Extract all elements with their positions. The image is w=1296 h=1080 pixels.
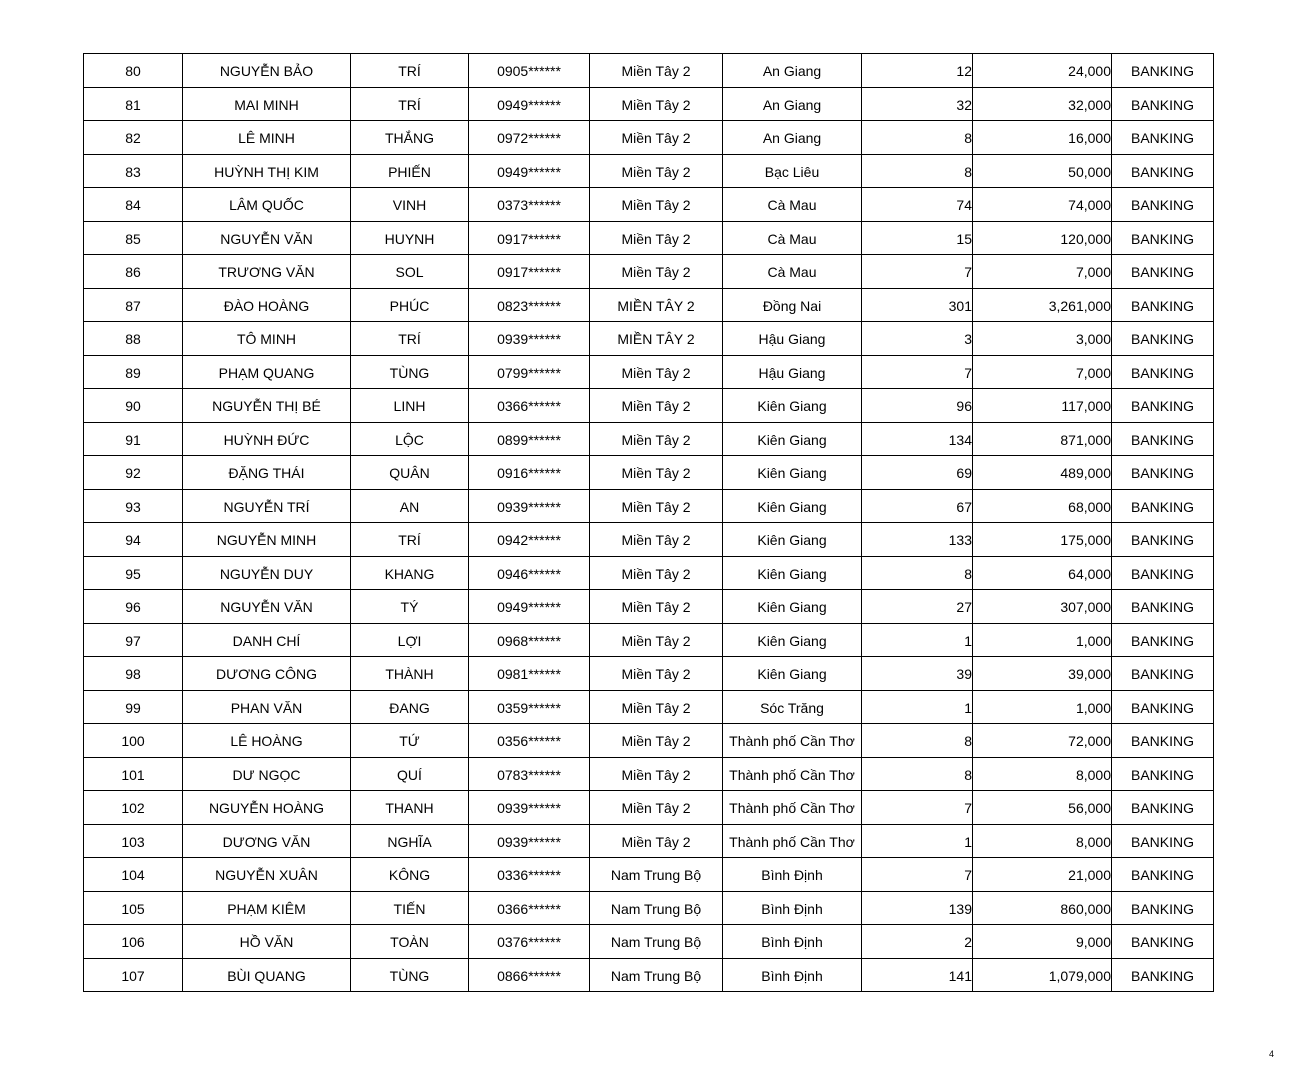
cell-amount: 117,000	[973, 389, 1112, 423]
cell-province: Kiên Giang	[723, 422, 862, 456]
cell-stt: 91	[84, 422, 183, 456]
winners-table	[83, 53, 1214, 992]
cell-given-name: VINH	[351, 188, 469, 222]
cell-amount: 7,000	[973, 255, 1112, 289]
cell-surname: DƯƠNG CÔNG	[183, 657, 351, 691]
cell-phone: 0336******	[469, 858, 590, 892]
cell-surname: HUỲNH THỊ KIM	[183, 154, 351, 188]
cell-stt: 90	[84, 389, 183, 423]
cell-given-name: HUYNH	[351, 221, 469, 255]
cell-province: Thành phố Cần Thơ	[723, 724, 862, 758]
cell-province: Kiên Giang	[723, 389, 862, 423]
cell-region: Miền Tây 2	[590, 188, 723, 222]
cell-payment-method: BANKING	[1112, 389, 1214, 423]
table-row	[84, 724, 1214, 758]
cell-quantity: 15	[862, 221, 973, 255]
cell-surname: NGUYỄN TRÍ	[183, 489, 351, 523]
cell-stt: 84	[84, 188, 183, 222]
cell-payment-method: BANKING	[1112, 54, 1214, 88]
cell-given-name: NGHĨA	[351, 824, 469, 858]
cell-given-name: TÝ	[351, 590, 469, 624]
cell-region: Miền Tây 2	[590, 456, 723, 490]
cell-stt: 94	[84, 523, 183, 557]
table-row	[84, 690, 1214, 724]
cell-given-name: TRÍ	[351, 322, 469, 356]
cell-amount: 24,000	[973, 54, 1112, 88]
cell-amount: 64,000	[973, 556, 1112, 590]
cell-amount: 3,261,000	[973, 288, 1112, 322]
cell-phone: 0939******	[469, 489, 590, 523]
cell-phone: 0939******	[469, 322, 590, 356]
cell-phone: 0949******	[469, 590, 590, 624]
cell-quantity: 8	[862, 556, 973, 590]
table-row	[84, 288, 1214, 322]
cell-stt: 92	[84, 456, 183, 490]
cell-surname: PHAN VĂN	[183, 690, 351, 724]
cell-province: An Giang	[723, 121, 862, 155]
cell-province: Bạc Liêu	[723, 154, 862, 188]
cell-payment-method: BANKING	[1112, 891, 1214, 925]
cell-stt: 82	[84, 121, 183, 155]
cell-surname: DƯƠNG VĂN	[183, 824, 351, 858]
cell-given-name: TRÍ	[351, 523, 469, 557]
cell-phone: 0823******	[469, 288, 590, 322]
cell-surname: ĐẶNG THÁI	[183, 456, 351, 490]
cell-phone: 0917******	[469, 221, 590, 255]
cell-payment-method: BANKING	[1112, 456, 1214, 490]
cell-region: Miền Tây 2	[590, 255, 723, 289]
cell-region: MIỀN TÂY 2	[590, 322, 723, 356]
cell-amount: 74,000	[973, 188, 1112, 222]
cell-amount: 21,000	[973, 858, 1112, 892]
cell-quantity: 133	[862, 523, 973, 557]
cell-amount: 307,000	[973, 590, 1112, 624]
cell-amount: 56,000	[973, 791, 1112, 825]
table-row	[84, 121, 1214, 155]
cell-given-name: THẮNG	[351, 121, 469, 155]
cell-region: Miền Tây 2	[590, 690, 723, 724]
table-row	[84, 456, 1214, 490]
cell-region: Miền Tây 2	[590, 422, 723, 456]
cell-province: Bình Định	[723, 891, 862, 925]
cell-province: Hậu Giang	[723, 355, 862, 389]
cell-province: Bình Định	[723, 858, 862, 892]
cell-province: Đồng Nai	[723, 288, 862, 322]
table-row	[84, 154, 1214, 188]
cell-surname: TÔ MINH	[183, 322, 351, 356]
cell-region: Miền Tây 2	[590, 757, 723, 791]
cell-province: An Giang	[723, 87, 862, 121]
cell-province: Kiên Giang	[723, 623, 862, 657]
cell-payment-method: BANKING	[1112, 757, 1214, 791]
cell-given-name: PHIẾN	[351, 154, 469, 188]
cell-given-name: THÀNH	[351, 657, 469, 691]
cell-province: Thành phố Cần Thơ	[723, 824, 862, 858]
cell-quantity: 74	[862, 188, 973, 222]
cell-payment-method: BANKING	[1112, 221, 1214, 255]
table-row	[84, 87, 1214, 121]
cell-phone: 0376******	[469, 925, 590, 959]
cell-phone: 0949******	[469, 154, 590, 188]
cell-amount: 871,000	[973, 422, 1112, 456]
cell-region: Miền Tây 2	[590, 623, 723, 657]
cell-amount: 50,000	[973, 154, 1112, 188]
cell-surname: NGUYỄN BẢO	[183, 54, 351, 88]
cell-phone: 0946******	[469, 556, 590, 590]
cell-province: Cà Mau	[723, 221, 862, 255]
cell-payment-method: BANKING	[1112, 255, 1214, 289]
cell-phone: 0373******	[469, 188, 590, 222]
cell-quantity: 96	[862, 389, 973, 423]
cell-phone: 0916******	[469, 456, 590, 490]
cell-phone: 0981******	[469, 657, 590, 691]
cell-payment-method: BANKING	[1112, 154, 1214, 188]
cell-surname: LÂM QUỐC	[183, 188, 351, 222]
cell-surname: TRƯƠNG VĂN	[183, 255, 351, 289]
cell-province: Cà Mau	[723, 255, 862, 289]
cell-amount: 860,000	[973, 891, 1112, 925]
cell-phone: 0866******	[469, 958, 590, 992]
cell-amount: 16,000	[973, 121, 1112, 155]
cell-province: Kiên Giang	[723, 456, 862, 490]
cell-payment-method: BANKING	[1112, 355, 1214, 389]
table-row	[84, 255, 1214, 289]
table-row	[84, 657, 1214, 691]
cell-region: Miền Tây 2	[590, 657, 723, 691]
cell-phone: 0359******	[469, 690, 590, 724]
cell-surname: DƯ NGỌC	[183, 757, 351, 791]
table-row	[84, 590, 1214, 624]
cell-region: Miền Tây 2	[590, 824, 723, 858]
cell-payment-method: BANKING	[1112, 925, 1214, 959]
cell-province: Kiên Giang	[723, 590, 862, 624]
cell-stt: 95	[84, 556, 183, 590]
cell-payment-method: BANKING	[1112, 422, 1214, 456]
table-row	[84, 891, 1214, 925]
cell-stt: 103	[84, 824, 183, 858]
cell-amount: 7,000	[973, 355, 1112, 389]
cell-payment-method: BANKING	[1112, 87, 1214, 121]
cell-quantity: 27	[862, 590, 973, 624]
cell-quantity: 7	[862, 791, 973, 825]
cell-phone: 0366******	[469, 389, 590, 423]
cell-surname: PHẠM QUANG	[183, 355, 351, 389]
cell-quantity: 7	[862, 858, 973, 892]
cell-region: Miền Tây 2	[590, 355, 723, 389]
cell-given-name: LỘC	[351, 422, 469, 456]
cell-region: Miền Tây 2	[590, 791, 723, 825]
table-row	[84, 355, 1214, 389]
cell-phone: 0917******	[469, 255, 590, 289]
cell-stt: 98	[84, 657, 183, 691]
cell-payment-method: BANKING	[1112, 523, 1214, 557]
table-row	[84, 188, 1214, 222]
cell-region: Miền Tây 2	[590, 54, 723, 88]
cell-province: Kiên Giang	[723, 523, 862, 557]
cell-region: Miền Tây 2	[590, 87, 723, 121]
cell-amount: 120,000	[973, 221, 1112, 255]
cell-amount: 1,000	[973, 623, 1112, 657]
table-row	[84, 858, 1214, 892]
cell-phone: 0972******	[469, 121, 590, 155]
cell-quantity: 3	[862, 322, 973, 356]
cell-given-name: TỨ	[351, 724, 469, 758]
table-row	[84, 623, 1214, 657]
cell-province: Thành phố Cần Thơ	[723, 757, 862, 791]
cell-phone: 0783******	[469, 757, 590, 791]
cell-region: Nam Trung Bộ	[590, 925, 723, 959]
cell-province: Sóc Trăng	[723, 690, 862, 724]
cell-province: Kiên Giang	[723, 657, 862, 691]
cell-given-name: KÔNG	[351, 858, 469, 892]
cell-given-name: KHANG	[351, 556, 469, 590]
cell-amount: 72,000	[973, 724, 1112, 758]
cell-stt: 107	[84, 958, 183, 992]
cell-given-name: TRÍ	[351, 87, 469, 121]
cell-given-name: TIẾN	[351, 891, 469, 925]
cell-payment-method: BANKING	[1112, 556, 1214, 590]
cell-phone: 0799******	[469, 355, 590, 389]
cell-surname: NGUYỄN VĂN	[183, 590, 351, 624]
table-row	[84, 422, 1214, 456]
table-row	[84, 389, 1214, 423]
cell-stt: 80	[84, 54, 183, 88]
cell-quantity: 32	[862, 87, 973, 121]
cell-given-name: QUÍ	[351, 757, 469, 791]
cell-payment-method: BANKING	[1112, 657, 1214, 691]
cell-quantity: 8	[862, 724, 973, 758]
table-row	[84, 791, 1214, 825]
cell-amount: 8,000	[973, 824, 1112, 858]
cell-payment-method: BANKING	[1112, 858, 1214, 892]
cell-province: Cà Mau	[723, 188, 862, 222]
cell-quantity: 141	[862, 958, 973, 992]
cell-stt: 104	[84, 858, 183, 892]
cell-quantity: 1	[862, 824, 973, 858]
cell-given-name: AN	[351, 489, 469, 523]
cell-region: Miền Tây 2	[590, 590, 723, 624]
cell-stt: 105	[84, 891, 183, 925]
cell-given-name: QUÂN	[351, 456, 469, 490]
cell-province: An Giang	[723, 54, 862, 88]
cell-payment-method: BANKING	[1112, 623, 1214, 657]
cell-stt: 87	[84, 288, 183, 322]
table-row	[84, 322, 1214, 356]
cell-amount: 3,000	[973, 322, 1112, 356]
cell-surname: HUỲNH ĐỨC	[183, 422, 351, 456]
cell-stt: 96	[84, 590, 183, 624]
cell-payment-method: BANKING	[1112, 288, 1214, 322]
cell-stt: 88	[84, 322, 183, 356]
cell-stt: 99	[84, 690, 183, 724]
cell-quantity: 7	[862, 255, 973, 289]
cell-stt: 106	[84, 925, 183, 959]
cell-payment-method: BANKING	[1112, 188, 1214, 222]
cell-province: Thành phố Cần Thơ	[723, 791, 862, 825]
cell-given-name: LỢI	[351, 623, 469, 657]
cell-quantity: 8	[862, 757, 973, 791]
cell-region: Nam Trung Bộ	[590, 958, 723, 992]
cell-phone: 0366******	[469, 891, 590, 925]
table-row	[84, 54, 1214, 88]
table-row	[84, 925, 1214, 959]
cell-payment-method: BANKING	[1112, 322, 1214, 356]
cell-surname: NGUYỄN XUÂN	[183, 858, 351, 892]
cell-payment-method: BANKING	[1112, 690, 1214, 724]
cell-given-name: PHÚC	[351, 288, 469, 322]
cell-given-name: TÙNG	[351, 355, 469, 389]
cell-stt: 81	[84, 87, 183, 121]
table-row	[84, 489, 1214, 523]
cell-surname: MAI MINH	[183, 87, 351, 121]
table-row	[84, 757, 1214, 791]
cell-payment-method: BANKING	[1112, 121, 1214, 155]
cell-stt: 97	[84, 623, 183, 657]
cell-given-name: ĐANG	[351, 690, 469, 724]
cell-phone: 0939******	[469, 791, 590, 825]
cell-surname: ĐÀO HOÀNG	[183, 288, 351, 322]
cell-surname: HỒ VĂN	[183, 925, 351, 959]
cell-given-name: TRÍ	[351, 54, 469, 88]
cell-phone: 0356******	[469, 724, 590, 758]
cell-stt: 101	[84, 757, 183, 791]
cell-given-name: TÙNG	[351, 958, 469, 992]
cell-amount: 1,079,000	[973, 958, 1112, 992]
cell-province: Hậu Giang	[723, 322, 862, 356]
cell-given-name: LINH	[351, 389, 469, 423]
cell-phone: 0942******	[469, 523, 590, 557]
cell-payment-method: BANKING	[1112, 724, 1214, 758]
cell-region: Miền Tây 2	[590, 556, 723, 590]
cell-region: Miền Tây 2	[590, 154, 723, 188]
cell-given-name: SOL	[351, 255, 469, 289]
page-number: 4	[1268, 1049, 1274, 1059]
cell-quantity: 69	[862, 456, 973, 490]
cell-surname: LÊ HOÀNG	[183, 724, 351, 758]
table-row	[84, 824, 1214, 858]
cell-payment-method: BANKING	[1112, 791, 1214, 825]
cell-amount: 8,000	[973, 757, 1112, 791]
cell-amount: 9,000	[973, 925, 1112, 959]
cell-province: Bình Định	[723, 958, 862, 992]
cell-amount: 1,000	[973, 690, 1112, 724]
cell-phone: 0939******	[469, 824, 590, 858]
cell-quantity: 2	[862, 925, 973, 959]
cell-region: Nam Trung Bộ	[590, 891, 723, 925]
cell-surname: LÊ MINH	[183, 121, 351, 155]
cell-quantity: 12	[862, 54, 973, 88]
cell-stt: 83	[84, 154, 183, 188]
cell-quantity: 139	[862, 891, 973, 925]
cell-surname: NGUYỄN THỊ BÉ	[183, 389, 351, 423]
cell-phone: 0949******	[469, 87, 590, 121]
cell-quantity: 134	[862, 422, 973, 456]
cell-stt: 102	[84, 791, 183, 825]
cell-province: Kiên Giang	[723, 556, 862, 590]
cell-surname: NGUYỄN DUY	[183, 556, 351, 590]
cell-surname: NGUYỄN VĂN	[183, 221, 351, 255]
cell-quantity: 301	[862, 288, 973, 322]
cell-surname: DANH CHÍ	[183, 623, 351, 657]
cell-stt: 85	[84, 221, 183, 255]
cell-province: Kiên Giang	[723, 489, 862, 523]
cell-surname: BÙI QUANG	[183, 958, 351, 992]
cell-stt: 93	[84, 489, 183, 523]
cell-payment-method: BANKING	[1112, 590, 1214, 624]
cell-payment-method: BANKING	[1112, 489, 1214, 523]
cell-quantity: 8	[862, 121, 973, 155]
cell-region: Miền Tây 2	[590, 221, 723, 255]
cell-amount: 32,000	[973, 87, 1112, 121]
cell-stt: 86	[84, 255, 183, 289]
cell-given-name: TOÀN	[351, 925, 469, 959]
cell-stt: 89	[84, 355, 183, 389]
cell-quantity: 67	[862, 489, 973, 523]
table-row	[84, 958, 1214, 992]
cell-region: Miền Tây 2	[590, 121, 723, 155]
cell-amount: 39,000	[973, 657, 1112, 691]
cell-phone: 0905******	[469, 54, 590, 88]
cell-phone: 0968******	[469, 623, 590, 657]
cell-amount: 175,000	[973, 523, 1112, 557]
cell-surname: NGUYỄN HOÀNG	[183, 791, 351, 825]
cell-region: Miền Tây 2	[590, 523, 723, 557]
cell-payment-method: BANKING	[1112, 958, 1214, 992]
cell-quantity: 1	[862, 690, 973, 724]
table-row	[84, 221, 1214, 255]
cell-region: Nam Trung Bộ	[590, 858, 723, 892]
cell-quantity: 7	[862, 355, 973, 389]
cell-amount: 489,000	[973, 456, 1112, 490]
table-body	[84, 54, 1214, 992]
cell-given-name: THANH	[351, 791, 469, 825]
cell-quantity: 8	[862, 154, 973, 188]
cell-province: Bình Định	[723, 925, 862, 959]
cell-phone: 0899******	[469, 422, 590, 456]
cell-payment-method: BANKING	[1112, 824, 1214, 858]
table-row	[84, 556, 1214, 590]
cell-surname: NGUYỄN MINH	[183, 523, 351, 557]
cell-region: Miền Tây 2	[590, 389, 723, 423]
cell-surname: PHẠM KIÊM	[183, 891, 351, 925]
cell-region: Miền Tây 2	[590, 489, 723, 523]
cell-quantity: 39	[862, 657, 973, 691]
cell-stt: 100	[84, 724, 183, 758]
cell-region: Miền Tây 2	[590, 724, 723, 758]
cell-region: MIỀN TÂY 2	[590, 288, 723, 322]
table-row	[84, 523, 1214, 557]
cell-amount: 68,000	[973, 489, 1112, 523]
cell-quantity: 1	[862, 623, 973, 657]
